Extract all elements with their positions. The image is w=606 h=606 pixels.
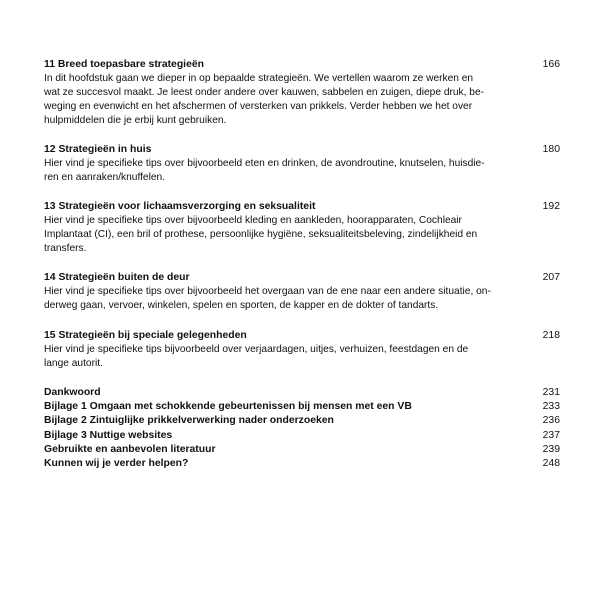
toc-entry-chapter-13 xyxy=(44,200,560,256)
entry-title: Gebruikte en aanbevolen literatuur xyxy=(44,443,216,455)
toc-entry-chapter-14 xyxy=(44,271,560,313)
page-number: 239 xyxy=(542,443,560,455)
toc-entry-chapter-11 xyxy=(44,58,560,128)
toc-entry-verder-helpen xyxy=(44,457,560,471)
chapter-description: Hier vind je specifieke tips over bijvoorbeeld kleding en aankleden, hoorapparaten, Cochleair Implantaat (CI), een bril of prothese, persoonlijke hygiëne, seksualiteitsbeleving, zindelijkheid en transfers. xyxy=(44,215,478,254)
chapter-description: In dit hoofdstuk gaan we dieper in op bepaalde strategieën. We vertellen waarom ze werken en wat ze succesvol maakt. Je leest onder andere over kauwen, sabbelen en zuigen, diepe druk, be- weging en evenwicht en het afschermen of versterken van prikkels. Verder hebben we het over hulpmiddelen die je erbij kunt gebruiken. xyxy=(44,73,485,126)
entry-title: Bijlage 3 Nuttige websites xyxy=(44,429,173,441)
page-number: 218 xyxy=(542,330,560,341)
chapter-title: 13 Strategieën voor lichaamsverzorging en seksualiteit xyxy=(44,201,316,212)
chapter-description: Hier vind je specifieke tips over bijvoorbeeld het overgaan van de ene naar een andere situatie, on- derweg gaan, vervoer, winkelen, spelen en sporten, de kapper en de dokter of tandarts. xyxy=(44,286,491,311)
page-number: 233 xyxy=(542,401,560,413)
page-number: 236 xyxy=(542,415,560,427)
chapter-title: 15 Strategieën bij speciale gelegenheden xyxy=(44,330,247,341)
chapter-description: Hier vind je specifieke tips over bijvoorbeeld eten en drinken, de avondroutine, knutselen, huisdie- ren en aanraken/knuffelen. xyxy=(44,158,485,183)
chapter-title: 11 Breed toepasbare strategieën xyxy=(44,59,204,70)
toc-entry-chapter-15 xyxy=(44,329,560,371)
toc-entry-dankwoord xyxy=(44,386,560,400)
toc-entry-chapter-12 xyxy=(44,143,560,185)
entry-title: Bijlage 2 Zintuiglijke prikkelverwerking nader onderzoeken xyxy=(44,415,334,427)
toc-entry-literatuur xyxy=(44,443,560,457)
entry-title: Dankwoord xyxy=(44,387,101,398)
page-number: 166 xyxy=(542,59,560,70)
page-number: 248 xyxy=(542,458,560,470)
toc-entry-bijlage-3 xyxy=(44,429,560,443)
toc-entry-bijlage-2 xyxy=(44,414,560,428)
entry-title: Kunnen wij je verder helpen? xyxy=(44,458,189,470)
entry-title: Bijlage 1 Omgaan met schokkende gebeurtenissen bij mensen met een VB xyxy=(44,401,412,413)
chapter-description: Hier vind je specifieke tips bijvoorbeeld over verjaardagen, uitjes, verhuizen, feestdagen en de lange autorit. xyxy=(44,344,469,369)
page-number: 237 xyxy=(542,429,560,441)
page-number: 192 xyxy=(542,201,560,212)
chapter-title: 14 Strategieën buiten de deur xyxy=(44,272,190,283)
page-number: 207 xyxy=(542,272,560,283)
toc-backmatter-list xyxy=(44,386,560,471)
page-number: 231 xyxy=(542,387,560,398)
page-number: 180 xyxy=(542,144,560,155)
chapter-title: 12 Strategieën in huis xyxy=(44,144,152,155)
toc-entry-bijlage-1 xyxy=(44,400,560,414)
